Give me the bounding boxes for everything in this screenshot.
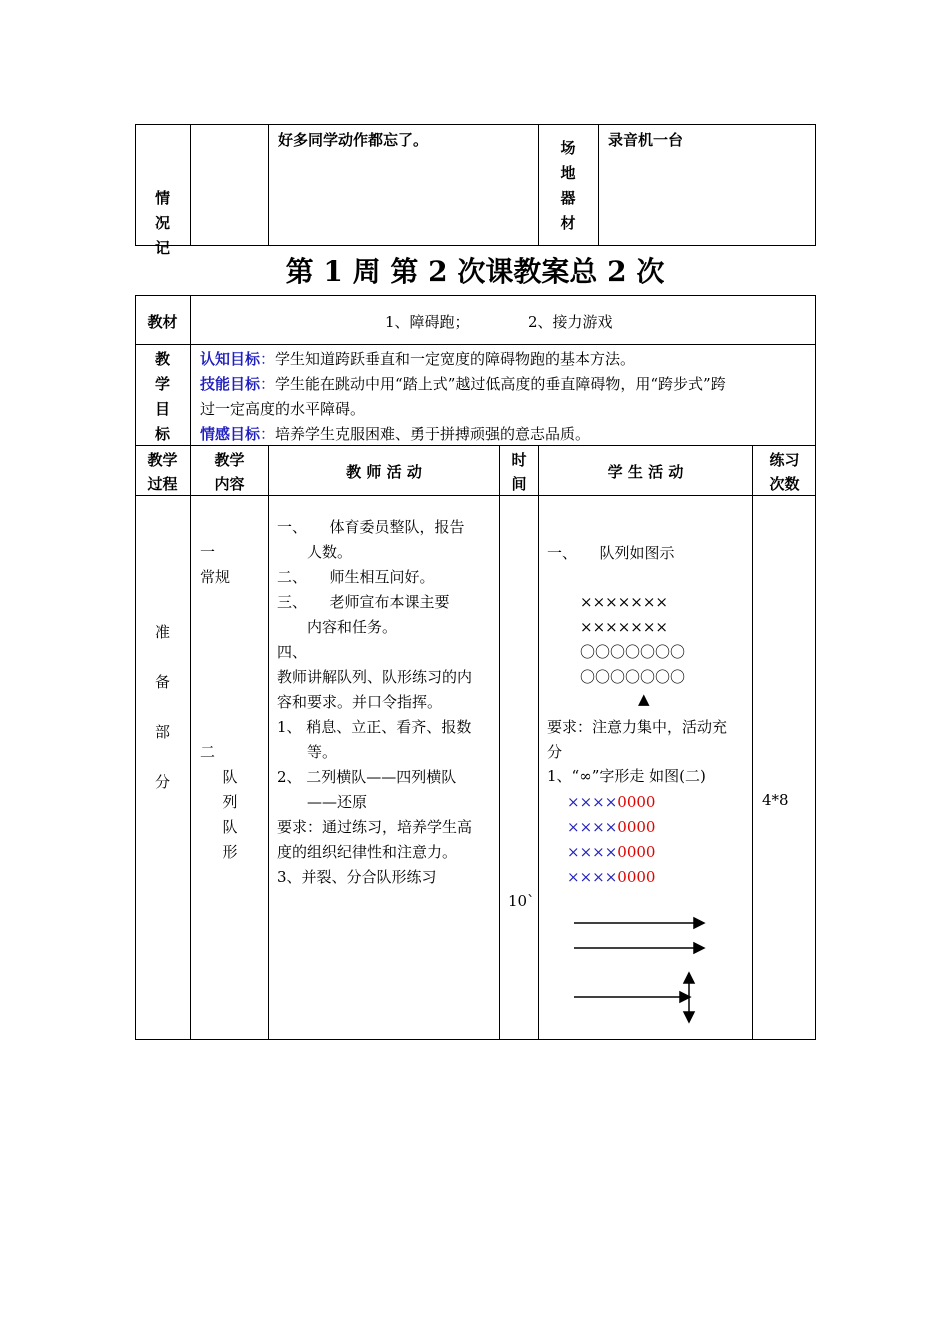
student-title: 一、 队列如图示 (547, 544, 675, 562)
teacher-line: 三、 老师宣布本课主要 (277, 593, 450, 611)
teacher-line: 四、 (277, 643, 308, 661)
pattern-row: ××××0000 (567, 868, 656, 886)
teacher-line: ——还原 (277, 793, 368, 811)
top-table (135, 124, 816, 246)
divider (190, 124, 191, 246)
col-divider (190, 295, 191, 1040)
skill-goal-text: 学生能在跳动中用“踏上式”越过低高度的垂直障碍物，用“跨步式”跨 (275, 375, 726, 393)
record-text: 好多同学动作都忘了。 (278, 131, 429, 149)
movement-arrows-diagram (560, 905, 720, 1030)
venue-label: 场 地 器 材 (560, 139, 576, 232)
reps-value: 4*8 (762, 791, 789, 809)
header-process: 教学 过程 (147, 451, 178, 493)
formation-row: ××××××× (580, 593, 668, 611)
student-requirement: 要求：注意力集中，活动充 分 (547, 718, 728, 761)
page-title: 第 1 周 第 2 次课教案总 2 次 (285, 255, 665, 288)
teacher-line: 2、 二列横队——四列横队 (277, 768, 457, 786)
material-item-1: 1、障碍跑； (385, 313, 470, 331)
skill-goal-label: 技能目标 (200, 375, 261, 393)
teacher-activities (277, 515, 495, 890)
teacher-line: 1、 稍息、立正、看齐、报数 (277, 718, 472, 736)
goals-content: 认知目标：学生知道跨跃垂直和一定宽度的障碍物跑的基本方法。 技能目标：学生能在跳动中用“踏上式”越过低高度的垂直障碍物，用“跨步式”跨 过一定高度的水平障碍。 情感目标：培养学生克服困难、勇于拼搏顽强的意志品质。 (200, 347, 810, 447)
material-label: 教材 (147, 313, 178, 331)
header-time: 时 间 (511, 451, 527, 493)
teacher-line: 内容和任务。 (277, 618, 398, 636)
header-content: 教学 内容 (214, 451, 245, 493)
skill-goal-text-cont: 过一定高度的水平障碍。 (200, 400, 366, 418)
teacher-line: 人数。 (277, 543, 353, 561)
arrow-head (694, 918, 704, 928)
pattern-row: ××××0000 (567, 793, 656, 811)
teacher-line: 度的组织纪律性和注意力。 (277, 843, 458, 861)
teacher-line: 一、 体育委员整队，报告 (277, 518, 465, 536)
teacher-line: 二、 师生相互问好。 (277, 568, 435, 586)
formation-row: 〇〇〇〇〇〇〇 (580, 643, 686, 661)
cognitive-goal-text: 学生知道跨跃垂直和一定宽度的障碍物跑的基本方法。 (275, 350, 636, 368)
col-divider (752, 445, 753, 1040)
header-student: 学 生 活 动 (607, 463, 684, 481)
content-number-2: 二 (200, 743, 216, 761)
teacher-triangle-icon: ▲ (638, 690, 650, 708)
affective-goal-label: 情感目标 (200, 425, 261, 443)
divider (598, 124, 599, 246)
time-value: 10` (508, 892, 535, 910)
header-teacher: 教 师 活 动 (346, 463, 422, 481)
walk-pattern (567, 790, 655, 890)
record-label: 情 况 记 (154, 189, 170, 257)
goals-label: 教 学 目 标 (154, 350, 170, 443)
content-formation: 队 列 队 形 (222, 768, 238, 861)
teacher-line: 等。 (277, 743, 338, 761)
teacher-line: 3、并裂、分合队形练习 (277, 868, 437, 886)
col-divider (538, 445, 539, 1040)
formation-row: ××××××× (580, 618, 668, 636)
cognitive-goal-label: 认知目标 (200, 350, 261, 368)
process-prep: 准 备 部 分 (154, 623, 170, 791)
venue-text: 录音机一台 (608, 131, 684, 149)
col-divider (268, 445, 269, 1040)
formation-diagram (580, 590, 685, 690)
arrow-head (694, 943, 704, 953)
pattern-row: ××××0000 (567, 843, 656, 861)
header-reps: 练习 次数 (769, 451, 800, 493)
content-routine: 一 常规 (200, 543, 231, 586)
arrow-head (684, 973, 694, 983)
affective-goal-text: 培养学生克服困难、勇于拼搏顽强的意志品质。 (275, 425, 591, 443)
teacher-line: 要求：通过练习，培养学生高 (277, 818, 473, 836)
arrow-head (684, 1012, 694, 1022)
material-item-2: 2、接力游戏 (528, 313, 613, 331)
col-divider (499, 445, 500, 1040)
formation-row: 〇〇〇〇〇〇〇 (580, 668, 686, 686)
pattern-row: ××××0000 (567, 818, 656, 836)
walk-instruction: 1、“∞”字形走 如图(二) (547, 767, 706, 785)
row-divider (135, 344, 816, 345)
divider (268, 124, 269, 246)
teacher-line: 容和要求。并口令指挥。 (277, 693, 443, 711)
teacher-line: 教师讲解队列、队形练习的内 (277, 668, 473, 686)
